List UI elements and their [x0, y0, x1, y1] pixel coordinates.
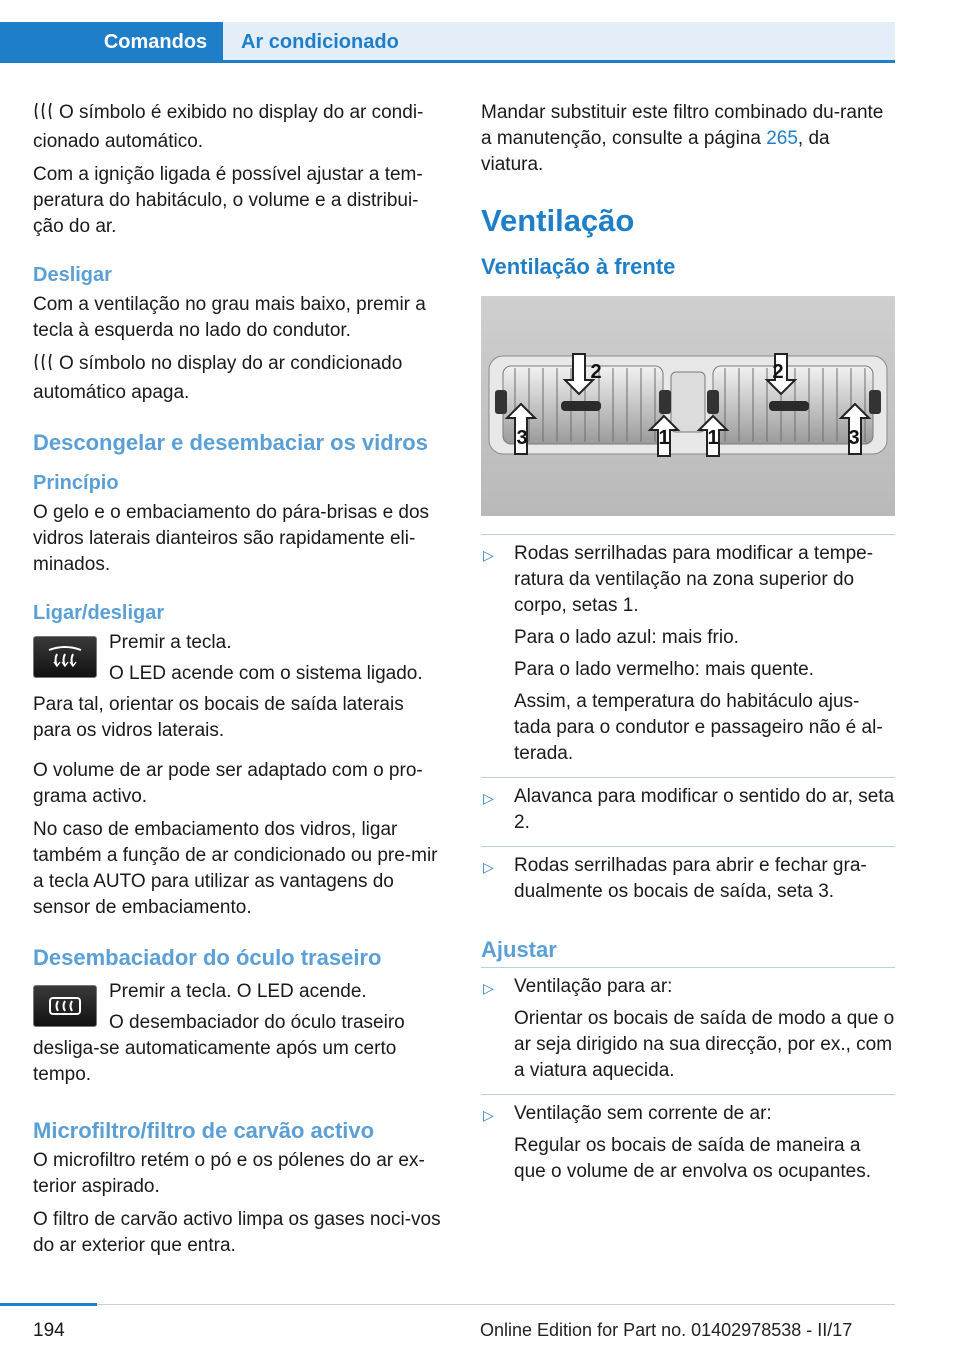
paragraph: Com a ventilação no grau mais baixo, premir a tecla à esquerda no lado do condutor.: [33, 294, 426, 341]
figure-label-3-left: 3: [516, 427, 528, 449]
fan-icon: [33, 352, 59, 380]
heading-ventilacao: Ventilação: [481, 203, 635, 238]
adjust-list: [481, 967, 895, 1195]
page-number: 194: [33, 1320, 65, 1341]
list-item: ▷ Alavanca para modificar o sentido do ar, seta 2.: [481, 777, 895, 846]
paragraph: Premir a tecla.: [109, 632, 232, 653]
paragraph: No caso de embaciamento dos vidros, ligar também a função de ar condicionado ou pre-mir a tecla AUTO para utilizar as vantagens do sensor de embaciamento.: [33, 819, 438, 918]
paragraph: O desembaciador do óculo traseiro: [109, 1012, 405, 1033]
heading-descongelar: Descongelar e desembaciar os vidros: [33, 430, 428, 455]
heading-ventilacao-frente: Ventilação à frente: [481, 254, 676, 279]
tab-comandos[interactable]: Comandos: [0, 22, 223, 62]
paragraph: O microfiltro retém o pó e os pólenes do ar ex-terior aspirado.: [33, 1150, 425, 1197]
fan-icon: [33, 101, 59, 129]
list-item: ▷ Ventilação sem corrente de ar: Regular os bocais de saída de maneira a que o volume de ar envolva os ocupantes.: [481, 1094, 895, 1195]
rear-defrost-button-row: [33, 979, 445, 1036]
figure-label-3-right: 3: [848, 427, 860, 449]
edition-footer: Online Edition for Part no. 01402978538 - II/17: [480, 1320, 853, 1340]
paragraph: Para tal, orientar os bocais de saída laterais para os vidros laterais.: [33, 694, 404, 741]
right-column: [481, 100, 895, 1195]
list-item: ▷ Ventilação para ar: Orientar os bocais de saída de modo a que o ar seja dirigido na sua direcção, por ex., com a viatura aquecida.: [481, 967, 895, 1094]
paragraph: O gelo e o embaciamento do pára-brisas e dos vidros laterais dianteiros são rapidamente eli-minados.: [33, 502, 430, 575]
heading-ajustar: Ajustar: [481, 937, 557, 962]
header-divider: [0, 60, 895, 63]
paragraph: O símbolo no display do ar condicionado automático apaga.: [33, 353, 403, 403]
paragraph: O volume de ar pode ser adaptado com o pro-grama activo.: [33, 760, 423, 807]
triangle-bullet-icon: ▷: [483, 547, 494, 563]
figure-label-2-left: 2: [590, 361, 602, 383]
rear-window-defrost-button-icon: [33, 985, 97, 1027]
triangle-bullet-icon: ▷: [483, 1107, 494, 1123]
triangle-bullet-icon: ▷: [483, 859, 494, 875]
vent-controls-list: [481, 534, 895, 915]
triangle-bullet-icon: ▷: [483, 980, 494, 996]
paragraph: O símbolo é exibido no display do ar condi-cionado automático.: [33, 102, 424, 152]
paragraph: O LED acende com o sistema ligado.: [109, 663, 423, 684]
paragraph: O filtro de carvão activo limpa os gases noci-vos do ar exterior que entra.: [33, 1209, 441, 1256]
heading-desligar: Desligar: [33, 264, 112, 286]
windshield-defrost-button-icon: [33, 636, 97, 678]
tab-ar-condicionado[interactable]: Ar condicionado: [223, 22, 895, 62]
paragraph: Premir a tecla. O LED acende.: [109, 981, 367, 1002]
list-item: ▷ Rodas serrilhadas para abrir e fechar gra-dualmente os bocais de saída, seta 3.: [481, 846, 895, 915]
page-link[interactable]: 265: [766, 128, 798, 149]
figure-label-1-right: 1: [707, 427, 719, 449]
figure-label-1-left: 1: [658, 427, 670, 449]
triangle-bullet-icon: ▷: [483, 790, 494, 806]
paragraph: Com a ignição ligada é possível ajustar a tem-peratura do habitáculo, o volume e a distribui-ção do ar.: [33, 164, 423, 237]
header-bar: [0, 0, 895, 62]
heading-microfiltro: Microfiltro/filtro de carvão activo: [33, 1118, 375, 1143]
defrost-button-row: [33, 630, 445, 692]
front-vent-illustration: [481, 296, 895, 516]
list-item: ▷ Rodas serrilhadas para modificar a tempe-ratura da ventilação na zona superior do corpo, setas 1. Para o lado azul: mais frio. Para o lado vermelho: mais quente. Assim, a temperatura do habitáculo ajus-tada para o condutor e passageiro não é al-terada.: [481, 534, 895, 777]
footer-rule: [97, 1304, 895, 1305]
paragraph: desliga-se automaticamente após um certo tempo.: [33, 1038, 397, 1085]
figure-label-2-right: 2: [772, 361, 784, 383]
paragraph: Mandar substituir este filtro combinado du-rante a manutenção, consulte a página 265, da viatura.: [481, 102, 884, 175]
left-column: [33, 100, 445, 1266]
heading-principio: Princípio: [33, 472, 119, 494]
heading-ligar-desligar: Ligar/desligar: [33, 602, 165, 624]
heading-desembaciador: Desembaciador do óculo traseiro: [33, 945, 382, 970]
page-number-rule: [0, 1303, 97, 1306]
